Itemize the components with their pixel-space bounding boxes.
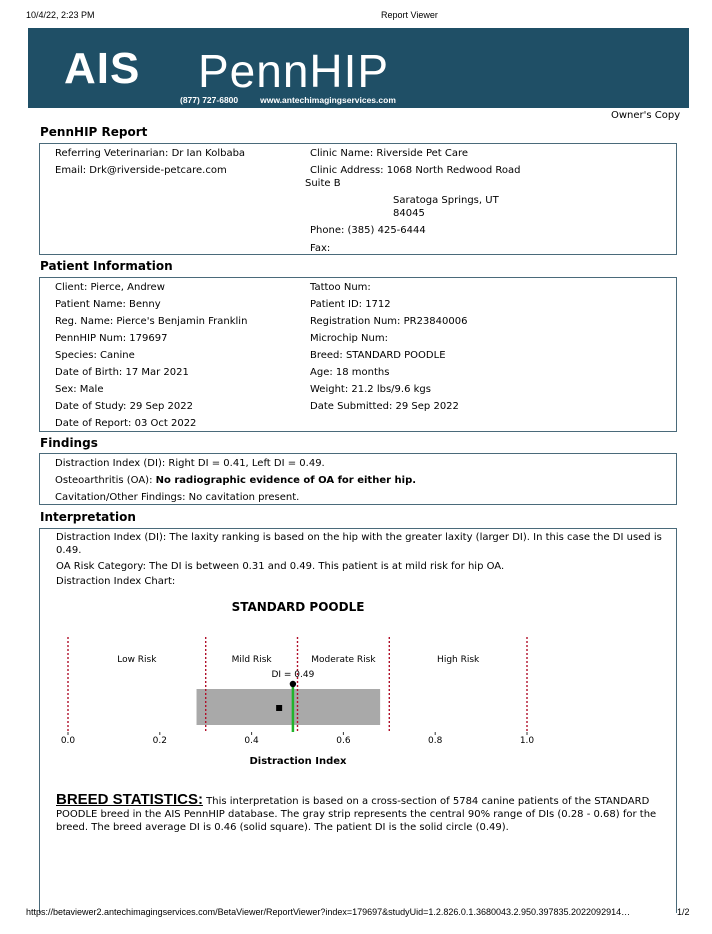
report-box (39, 143, 677, 255)
pennhip-num: PennHIP Num: 179697 (55, 333, 168, 344)
findings-oa (55, 475, 416, 487)
risk-zone-label-1: Mild Risk (231, 655, 272, 665)
print-title: Report Viewer (381, 10, 438, 20)
logo-ais: AIS (64, 44, 141, 93)
client: Client: Pierce, Andrew (55, 282, 165, 293)
date-of-report: Date of Report: 03 Oct 2022 (55, 418, 197, 429)
distraction-index-chart (40, 592, 600, 772)
risk-zone-label-0: Low Risk (117, 655, 157, 665)
risk-zone-label-3: High Risk (437, 655, 480, 665)
chart-title: STANDARD POODLE (231, 600, 365, 614)
interp-di-line-2: 0.49. (56, 545, 82, 556)
print-footer (0, 907, 712, 921)
breed-range-strip (197, 689, 381, 725)
x-tick-label-1: 0.2 (152, 736, 167, 746)
ais-pennhip-banner (28, 28, 689, 108)
print-url: https://betaviewer2.antechimagingservices.com/BetaViewer/ReportViewer?index=179697&studyUid=1.2.826.0.1.3680043.2.950.397835.2022092914… (26, 907, 631, 917)
clinic-address-2: Suite B (305, 178, 341, 189)
patient-section-title: Patient Information (40, 259, 173, 273)
date-submitted: Date Submitted: 29 Sep 2022 (310, 401, 459, 412)
clinic-fax: Fax: (310, 243, 331, 254)
breed-stats-line-2: POODLE breed in the AIS PennHIP database. The gray strip represents the central 90% range of DIs (0.28 - 0.68) for the (56, 809, 657, 820)
clinic-phone: Phone: (385) 425-6444 (310, 225, 426, 236)
referring-vet: Referring Veterinarian: Dr Ian Kolbaba (55, 148, 246, 159)
clinic-name: Clinic Name: Riverside Pet Care (310, 148, 469, 159)
banner-website: www.antechimagingservices.com (260, 95, 396, 105)
tattoo-num: Tattoo Num: (310, 282, 371, 293)
patient-box (39, 277, 677, 432)
date-of-birth: Date of Birth: 17 Mar 2021 (55, 367, 189, 378)
findings-oa-value: No radiographic evidence of OA for either hip. (155, 475, 417, 486)
interp-chart-label: Distraction Index Chart: (56, 576, 176, 587)
date-of-study: Date of Study: 29 Sep 2022 (55, 401, 193, 412)
patient-id: Patient ID: 1712 (310, 299, 391, 310)
breed-statistics (56, 793, 676, 834)
logo-pennhip: PennHIP (198, 45, 390, 97)
age: Age: 18 months (310, 367, 390, 378)
patient-di-circle (290, 681, 296, 687)
banner-phone: (877) 727-6800 (180, 95, 239, 105)
interpretation-section-title: Interpretation (40, 510, 136, 524)
weight: Weight: 21.2 lbs/9.6 kgs (310, 384, 431, 395)
reg-name: Reg. Name: Pierce's Benjamin Franklin (55, 316, 248, 327)
findings-oa-label: Osteoarthritis (OA): (55, 475, 156, 486)
registration-num: Registration Num: PR23840006 (310, 316, 468, 327)
banner-contact (180, 95, 418, 105)
chart-x-axis-label: Distraction Index (249, 756, 347, 767)
owners-copy-label: Owner's Copy (611, 110, 681, 121)
clinic-address-3: Saratoga Springs, UT (393, 195, 499, 206)
x-tick-label-2: 0.4 (244, 736, 259, 746)
findings-di: Distraction Index (DI): Right DI = 0.41, Left DI = 0.49. (55, 458, 325, 469)
breed-average-square (276, 705, 282, 711)
breed: Breed: STANDARD POODLE (310, 350, 446, 361)
findings-section-title: Findings (40, 436, 98, 450)
report-section-title: PennHIP Report (40, 125, 148, 139)
microchip-num: Microchip Num: (310, 333, 388, 344)
findings-cavitation: Cavitation/Other Findings: No cavitation present. (55, 492, 300, 503)
patient-name: Patient Name: Benny (55, 299, 161, 310)
sex: Sex: Male (55, 384, 104, 395)
clinic-address-1: Clinic Address: 1068 North Redwood Road (310, 165, 521, 176)
interp-oa-risk: OA Risk Category: The DI is between 0.31 and 0.49. This patient is at mild risk for hip OA. (56, 561, 505, 572)
x-tick-label-3: 0.6 (336, 736, 351, 746)
patient-di-label: DI = 0.49 (271, 670, 315, 680)
species: Species: Canine (55, 350, 135, 361)
risk-zone-label-2: Moderate Risk (311, 655, 376, 665)
print-datetime: 10/4/22, 2:23 PM (26, 10, 95, 20)
breed-stats-line-1: This interpretation is based on a cross-section of 5784 canine patients of the STANDARD (202, 796, 650, 807)
findings-box (39, 453, 677, 505)
interp-di-line-1: Distraction Index (DI): The laxity ranking is based on the hip with the greater laxity (larger DI). In this case the DI used is (56, 532, 662, 543)
breed-stats-line-3: breed. The breed average DI is 0.46 (solid square). The patient DI is the solid circle (0.49). (56, 822, 509, 833)
print-page-number: 1/2 (677, 907, 690, 917)
clinic-address-4: 84045 (393, 208, 425, 219)
breed-stats-heading: BREED STATISTICS: (56, 791, 203, 808)
vet-email: Email: Drk@riverside-petcare.com (55, 165, 227, 176)
x-tick-label-5: 1.0 (519, 736, 535, 746)
x-tick-label-0: 0.0 (60, 736, 76, 746)
print-header (0, 10, 712, 24)
x-tick-label-4: 0.8 (428, 736, 443, 746)
